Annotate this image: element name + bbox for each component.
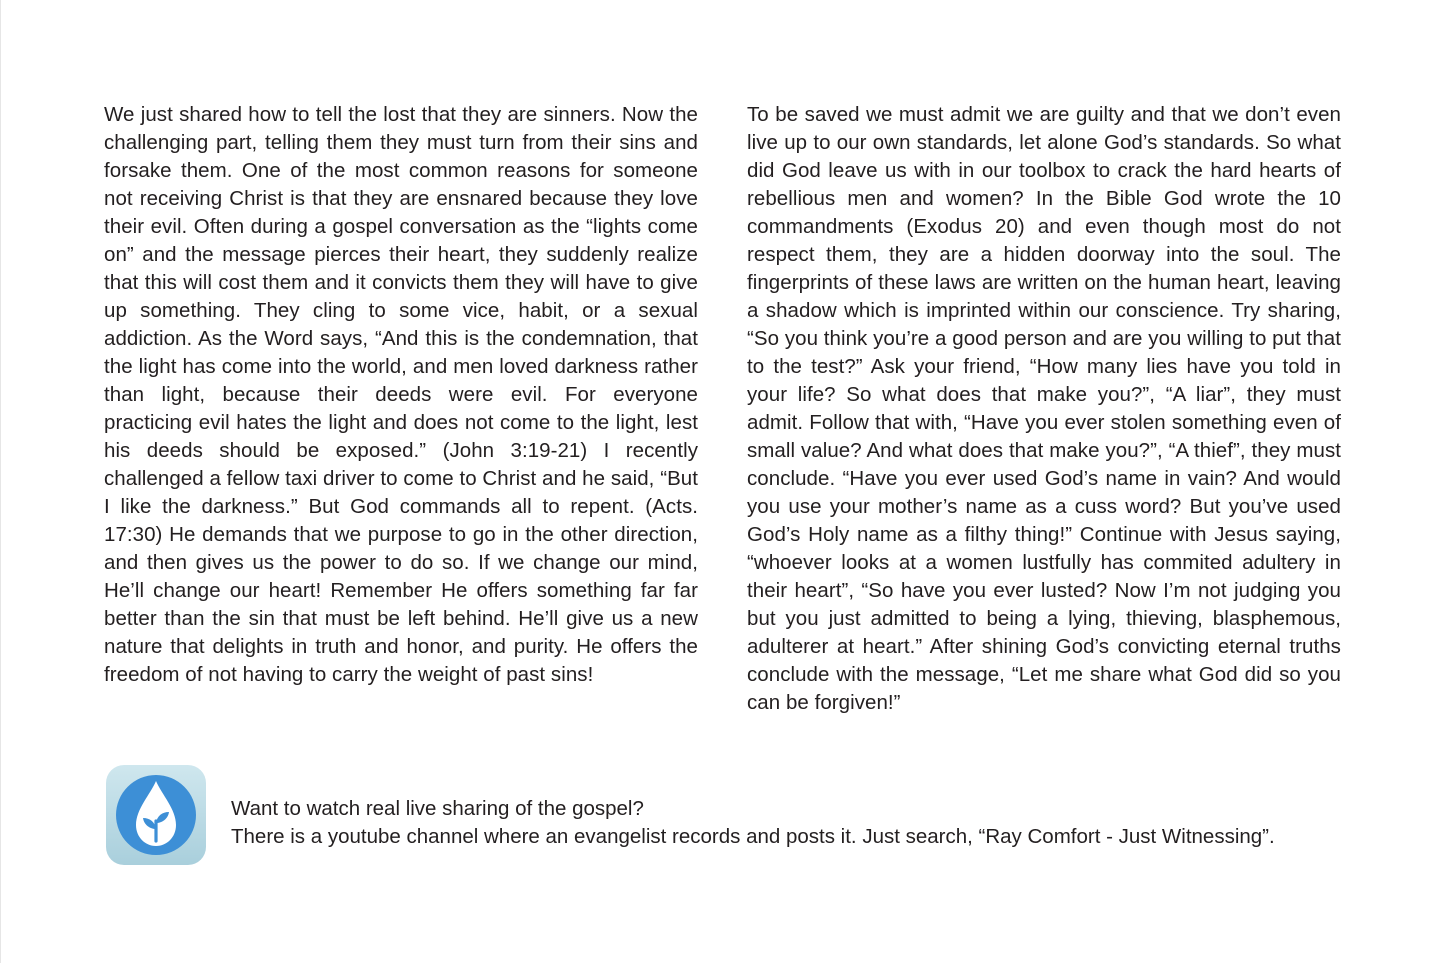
water-drop-sprout-icon-graphic: [106, 765, 206, 865]
footer-callout: [106, 765, 1346, 865]
footer-text: [231, 795, 1275, 851]
footer-search-tip: There is a youtube channel where an evangelist records and posts it. Just search, “Ray Comfort - Just Witnessing”.: [231, 825, 1275, 848]
water-drop-sprout-icon: [106, 765, 206, 865]
left-column-paragraph: We just shared how to tell the lost that they are sinners. Now the challenging part, telling them they must turn from their sins and forsake them. One of the most common reasons for someone not receiving Christ is that they are ensnared because they love their evil. Often during a gospel conversation as the “lights come on” and the message pierces their heart, they suddenly realize that this will cost them and it convicts them they will have to give up something. They cling to some vice, habit, or a sexual addiction. As the Word says, “And this is the condemnation, that the light has come into the world, and men loved darkness rather than light, because their deeds were evil. For everyone practicing evil hates the light and does not come to the light, lest his deeds should be exposed.” (John 3:19-21) I recently challenged a fellow taxi driver to come to Christ and he said, “But I like the darkness.” But God commands all to repent. (Acts. 17:30) He demands that we purpose to go in the other direction, and then gives us the power to do so. If we change our mind, He’ll change our heart! Remember He offers something far far better than the sin that must be left behind. He’ll give us a new nature that delights in truth and honor, and purity. He offers the freedom of not having to carry the weight of past sins!: [104, 103, 698, 686]
right-column-paragraph: To be saved we must admit we are guilty and that we don’t even live up to our own standards, let alone God’s standards. So what did God leave us with in our toolbox to crack the hard hearts of rebellious men and women? In the Bible God wrote the 10 commandments (Exodus 20) and even though most do not respect them, they are a hidden doorway into the soul. The fingerprints of these laws are written on the human heart, leaving a shadow which is imprinted within our conscience. Try sharing, “So you think you’re a good person and are you willing to put that to the test?” Ask your friend, “How many lies have you told in your life? So what does that make you?”, “A liar”, they must admit. Follow that with, “Have you ever stolen something even of small value? And what does that make you?”, “A thief”, they must conclude. “Have you ever used God’s name in vain? And would you use your mother’s name as a cuss word? But you’ve used God’s Holy name as a filthy thing!” Continue with Jesus saying, “whoever looks at a women lustfully has commited adultery in their heart”, “So have you ever lusted? Now I’m not judging you but you just admitted to being a lying, thieving, blasphemous, adulterer at heart.” After shining God’s convicting eternal truths conclude with the message, “Let me share what God did so you can be forgiven!”: [747, 103, 1341, 714]
footer-question: Want to watch real live sharing of the gospel?: [231, 797, 644, 820]
page-edge-divider: [0, 0, 1, 963]
